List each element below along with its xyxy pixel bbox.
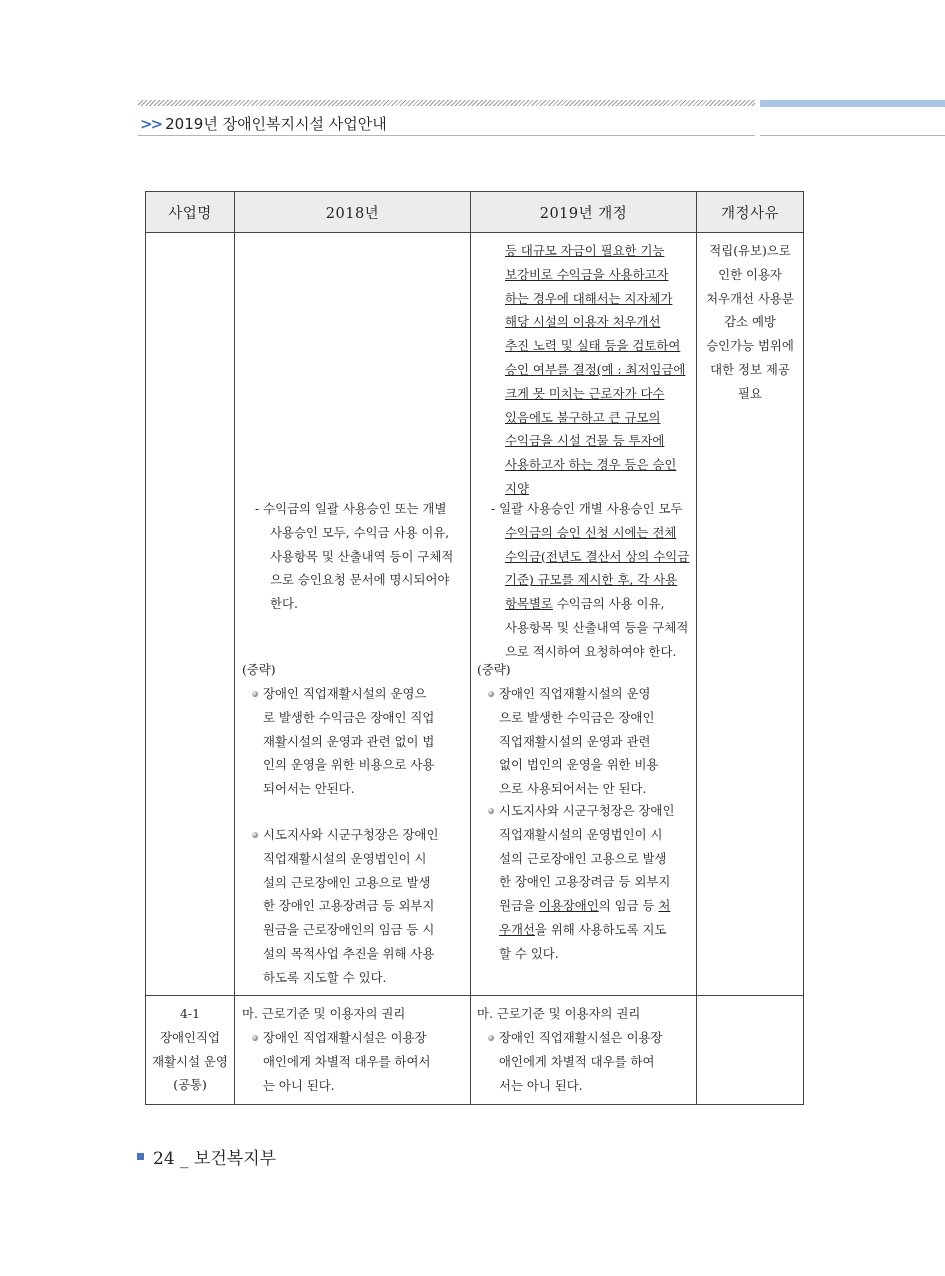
header-project-name: 사업명 [146,192,235,233]
omitted-mark: (중략) [477,662,511,677]
row1-2018-cell [235,233,471,996]
bullet-icon [252,1035,258,1041]
bullet-icon [252,691,258,697]
chevron-icon: >> [140,114,162,133]
bullet-icon [488,1035,494,1041]
section-heading: 마. 근로기준 및 이용자의 권리 [242,1006,406,1021]
2018-bullet-item: 시도지사와 시군구청장은 장애인 직업재활시설의 운영법인이 시 설의 근로장애인 고용으로 발생 한 장애인 고용장려금 등 외부지 원금을 근로장애인의 임금 등 시 설의 목적사업 추진을 위해 사용 하도록 지도할 수 있다. [263,827,439,985]
row2-2019-cell [471,996,697,1105]
page-footer [153,1144,276,1169]
2018-bullet-item: 장애인 직업재활시설의 운영으 로 발생한 수익금은 장애인 직업 재활시설의 운영과 관련 없이 법 인의 운영을 위한 비용으로 사용 되어서는 안된다. [263,686,435,797]
header-underline [138,135,755,136]
header-revision-reason: 개정사유 [697,192,804,233]
project-name: 4-1 장애인직업 재활시설 운영 (공통) [152,1006,228,1093]
row1-project-name-cell [146,233,235,996]
revision-comparison-table [145,191,804,1105]
table-row [146,996,804,1105]
2019-bullet-item: 시도지사와 시군구청장은 장애인 직업재활시설의 운영법인이 시 설의 근로장애인 고용으로 발생 한 장애인 고용장려금 등 외부지 원금을 이용장애인의 임금 등 처 우개선을 위해 사용하도록 지도 할 수 있다. [499,803,675,961]
row2-project-name-cell [146,996,235,1105]
row2-reason-cell [697,996,804,1105]
bullet-icon [488,691,494,697]
row1-reason-cell [697,233,804,996]
2019-continued-text: 등 대규모 자금이 필요한 기능 보강비로 수익금을 사용하고자 하는 경우에 대해서는 지자체가 해당 시설의 이용자 처우개선 추진 노력 및 실태 등을 검토하여 승인 여부를 결정(예 : 최저임금에 크게 못 미치는 근로자가 다수 있음에도 불구하고 큰 규모의 수익금을 시설 건물 등 투자에 사용하고자 하는 경우 등은 승인 지양 [505,243,686,496]
footer-org: _ 보건복지부 [180,1149,277,1169]
running-header-title: 2019년 장애인복지시설 사업안내 [165,115,387,133]
2018-bullet-item: 장애인 직업재활시설은 이용장 애인에게 차별적 대우를 하여서 는 아니 된다. [263,1030,431,1093]
row2-2018-cell [235,996,471,1105]
header-2019-revision: 2019년 개정 [471,192,697,233]
bullet-icon [252,832,258,838]
header-accent-bar [760,100,945,107]
section-heading: 마. 근로기준 및 이용자의 권리 [477,1006,641,1021]
revision-reason-text: 적립(유보)으로 인한 이용자 처우개선 사용분 감소 예방 승인가능 범위에 대한 정보 제공 필요 [706,243,794,401]
2019-bullet-item: 장애인 직업재활시설은 이용장 애인에게 차별적 대우를 하여 서는 아니 된다. [499,1030,663,1093]
omitted-mark: (중략) [242,662,276,677]
2019-bullet-item: 장애인 직업재활시설의 운영 으로 발생한 수익금은 장애인 직업재활시설의 운영과 관련 없이 법인의 운영을 위한 비용 으로 사용되어서는 안 된다. [499,686,659,797]
row1-2019-cell [471,233,697,996]
bullet-icon [488,808,494,814]
table-header-row [146,192,804,233]
table-row [146,233,804,996]
header-underline-right [760,135,945,136]
footer-square-icon [137,1153,144,1160]
page-number: 24 [153,1149,175,1169]
running-header [140,113,387,134]
header-hatch-rule [138,100,755,106]
2018-dash-item: - 수익금의 일괄 사용승인 또는 개별 사용승인 모두, 수익금 사용 이유, 사용항목 및 산출내역 등이 구체적 으로 승인요청 문서에 명시되어야 한다. [255,501,454,612]
header-2018: 2018년 [235,192,471,233]
2019-dash-item: - 일괄 사용승인 개별 사용승인 모두 수익금의 승인 신청 시에는 전체 수익금(전년도 결산서 상의 수익금 기준) 규모를 제시한 후, 각 사용 항목별로 수익금의 사용 이유, 사용항목 및 산출내역 등을 구체적 으로 적시하여 요청하여야 한다. [491,501,690,659]
